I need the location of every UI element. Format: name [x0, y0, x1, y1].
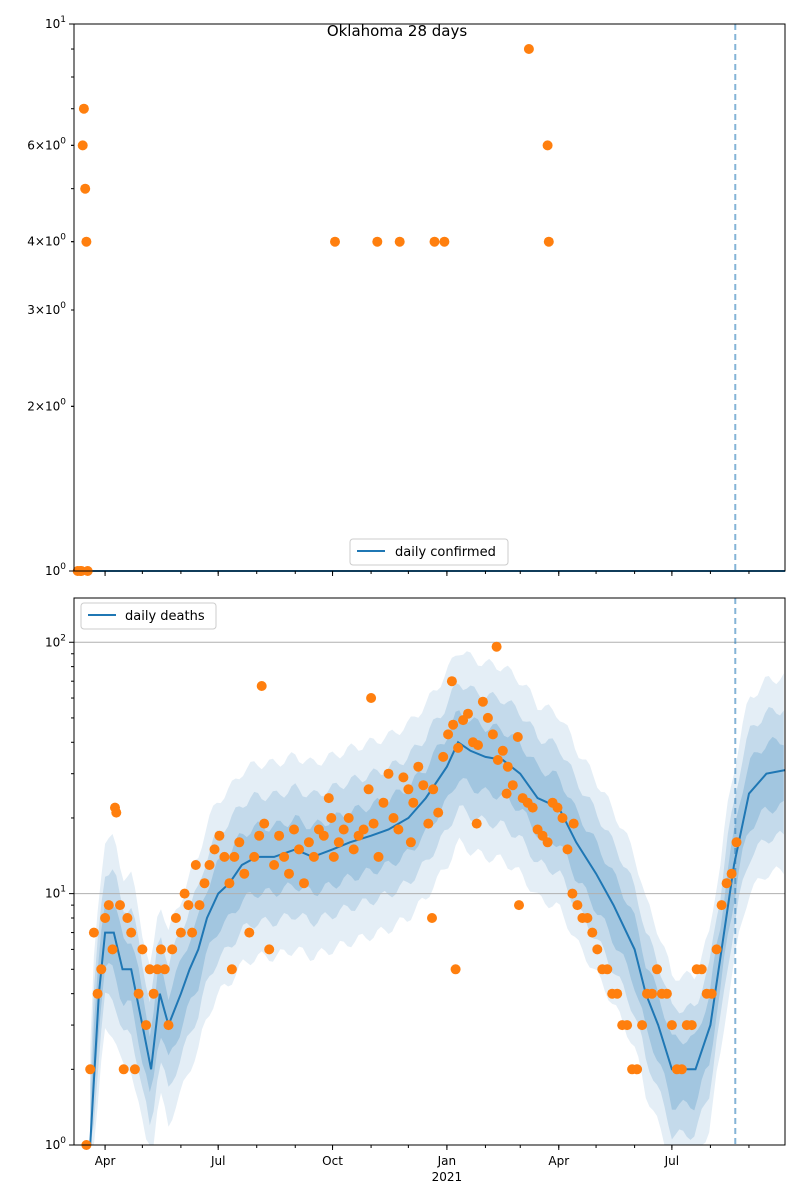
death-point — [622, 1020, 632, 1030]
x-tick-label: Jul — [664, 1154, 680, 1168]
confirmed-point — [430, 237, 440, 247]
death-point — [732, 837, 742, 847]
death-point — [492, 642, 502, 652]
death-point — [115, 900, 125, 910]
death-point — [433, 808, 443, 818]
death-point — [85, 1064, 95, 1074]
y-tick-label-bottom: $10^1$ — [44, 884, 66, 901]
death-point — [119, 1064, 129, 1074]
confirmed-point — [81, 237, 91, 247]
death-point — [712, 944, 722, 954]
death-point — [309, 852, 319, 862]
death-point — [637, 1020, 647, 1030]
death-point — [451, 964, 461, 974]
death-point — [366, 693, 376, 703]
axes-deaths — [45, 598, 785, 1184]
death-point — [326, 813, 336, 823]
death-point — [398, 772, 408, 782]
death-point — [493, 755, 503, 765]
axes-confirmed — [27, 15, 785, 578]
death-point — [662, 989, 672, 999]
death-point — [406, 837, 416, 847]
death-point — [274, 831, 284, 841]
death-point — [508, 780, 518, 790]
death-point — [339, 825, 349, 835]
death-point — [214, 831, 224, 841]
death-point — [191, 860, 201, 870]
death-point — [227, 964, 237, 974]
death-point — [572, 900, 582, 910]
confirmed-point — [372, 237, 382, 247]
death-point — [254, 831, 264, 841]
death-point — [195, 900, 205, 910]
death-point — [264, 944, 274, 954]
death-point — [453, 743, 463, 753]
death-point — [249, 852, 259, 862]
legend-top — [350, 539, 508, 565]
y-tick-label-bottom: $10^2$ — [44, 633, 66, 650]
x-tick-label: Apr — [94, 1154, 116, 1168]
death-point — [427, 913, 437, 923]
death-point — [374, 852, 384, 862]
death-point — [717, 900, 727, 910]
death-point — [160, 964, 170, 974]
death-point — [100, 913, 110, 923]
death-point — [483, 713, 493, 723]
death-point — [96, 964, 106, 974]
confirmed-point — [78, 140, 88, 150]
legend-label-deaths: daily deaths — [125, 609, 205, 624]
death-point — [667, 1020, 677, 1030]
death-point — [93, 989, 103, 999]
death-point — [279, 852, 289, 862]
confirmed-point — [79, 104, 89, 114]
death-point — [428, 784, 438, 794]
confidence-band — [90, 710, 784, 1145]
death-point — [344, 813, 354, 823]
death-point — [602, 964, 612, 974]
death-point — [418, 780, 428, 790]
death-point — [498, 746, 508, 756]
y-tick-label-top: $10^1$ — [44, 15, 66, 31]
death-point — [697, 964, 707, 974]
death-point — [164, 1020, 174, 1030]
death-point — [329, 852, 339, 862]
death-point — [652, 964, 662, 974]
death-point — [558, 813, 568, 823]
death-point — [463, 709, 473, 719]
y-tick-label-top: $10^0$ — [44, 562, 66, 578]
death-point — [513, 732, 523, 742]
death-point — [447, 676, 457, 686]
death-point — [567, 889, 577, 899]
death-point — [647, 989, 657, 999]
death-point — [180, 889, 190, 899]
y-tick-label-top: $6\times 10^0$ — [27, 136, 66, 153]
death-point — [478, 697, 488, 707]
death-point — [319, 831, 329, 841]
death-point — [423, 819, 433, 829]
confirmed-point — [543, 140, 553, 150]
death-point — [134, 989, 144, 999]
death-point — [130, 1064, 140, 1074]
death-point — [379, 798, 389, 808]
death-point — [612, 989, 622, 999]
death-point — [403, 784, 413, 794]
death-point — [569, 819, 579, 829]
death-point — [349, 844, 359, 854]
death-point — [171, 913, 181, 923]
death-point — [582, 913, 592, 923]
death-point — [528, 803, 538, 813]
death-point — [183, 900, 193, 910]
death-point — [239, 869, 249, 879]
death-point — [592, 944, 602, 954]
death-point — [448, 720, 458, 730]
death-point — [284, 869, 294, 879]
death-point — [149, 989, 159, 999]
death-point — [443, 729, 453, 739]
confirmed-point — [439, 237, 449, 247]
death-point — [502, 789, 512, 799]
x-year-label: 2021 — [431, 1170, 463, 1184]
death-point — [269, 860, 279, 870]
death-point — [224, 878, 234, 888]
death-point — [472, 819, 482, 829]
death-point — [677, 1064, 687, 1074]
confirmed-point — [330, 237, 340, 247]
death-point — [122, 913, 132, 923]
death-point — [687, 1020, 697, 1030]
death-point — [438, 752, 448, 762]
y-tick-label-top: $2\times 10^0$ — [27, 397, 66, 414]
death-point — [364, 784, 374, 794]
death-point — [104, 900, 114, 910]
death-point — [543, 837, 553, 847]
death-point — [632, 1064, 642, 1074]
chart-title: Oklahoma 28 days — [326, 22, 468, 40]
x-tick-label: Oct — [322, 1154, 343, 1168]
death-point — [473, 740, 483, 750]
axes-frame-top — [74, 24, 785, 571]
death-point — [156, 944, 166, 954]
death-point — [257, 681, 267, 691]
death-point — [553, 803, 563, 813]
death-point — [294, 844, 304, 854]
death-point — [141, 1020, 151, 1030]
y-tick-label-bottom: $10^0$ — [44, 1136, 66, 1152]
death-point — [413, 762, 423, 772]
confirmed-point — [395, 237, 405, 247]
death-point — [408, 798, 418, 808]
death-point — [110, 803, 120, 813]
death-point — [187, 928, 197, 938]
death-point — [219, 852, 229, 862]
x-tick-label: Jul — [210, 1154, 226, 1168]
death-point — [384, 769, 394, 779]
death-point — [108, 944, 118, 954]
death-point — [229, 852, 239, 862]
y-tick-label-top: $3\times 10^0$ — [27, 301, 66, 318]
death-point — [234, 837, 244, 847]
death-point — [176, 928, 186, 938]
death-point — [244, 928, 254, 938]
death-point — [89, 928, 99, 938]
death-point — [167, 944, 177, 954]
death-point — [369, 819, 379, 829]
death-point — [137, 944, 147, 954]
death-point — [359, 825, 369, 835]
death-point — [324, 793, 334, 803]
death-point — [259, 819, 269, 829]
death-point — [205, 860, 215, 870]
death-point — [299, 878, 309, 888]
death-point — [389, 813, 399, 823]
legend-bottom — [81, 603, 216, 629]
death-point — [722, 878, 732, 888]
death-point — [393, 825, 403, 835]
x-tick-label: Jan — [437, 1154, 457, 1168]
confirmed-point — [524, 44, 534, 54]
death-point — [200, 878, 210, 888]
death-point — [707, 989, 717, 999]
death-point — [289, 825, 299, 835]
death-point — [514, 900, 524, 910]
death-point — [563, 844, 573, 854]
legend-label-confirmed: daily confirmed — [395, 545, 496, 560]
death-point — [488, 729, 498, 739]
confirmed-point — [544, 237, 554, 247]
death-point — [334, 837, 344, 847]
death-point — [727, 869, 737, 879]
y-tick-label-top: $4\times 10^0$ — [27, 232, 66, 249]
death-point — [304, 837, 314, 847]
x-tick-label: Apr — [548, 1154, 570, 1168]
death-point — [210, 844, 220, 854]
death-point — [503, 762, 513, 772]
death-point — [126, 928, 136, 938]
death-point — [587, 928, 597, 938]
confirmed-point — [80, 184, 90, 194]
